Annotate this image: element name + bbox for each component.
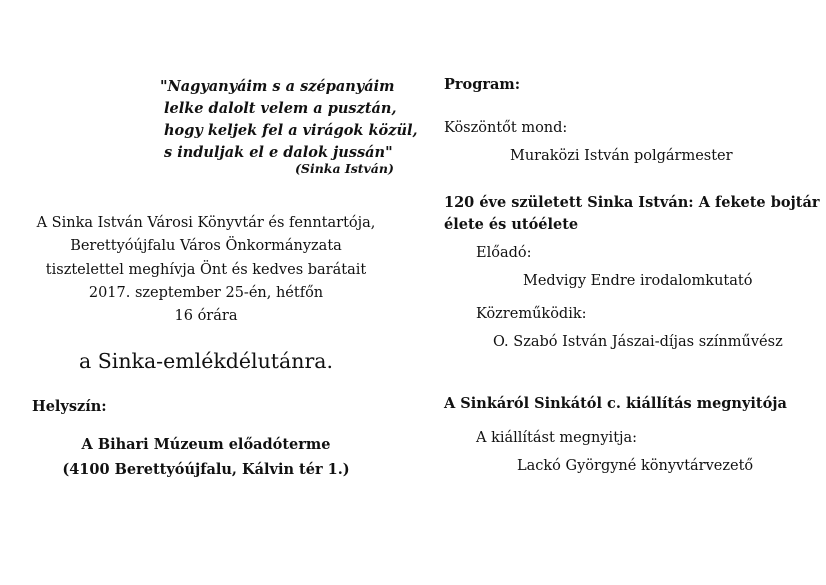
poem-quote	[160, 76, 418, 164]
poem-line: s induljak el e dalok jussán"	[164, 144, 393, 161]
venue-line: (4100 Berettyóújfalu, Kálvin tér 1.)	[62, 461, 350, 478]
poem-line: hogy keljek fel a virágok közül,	[164, 122, 418, 139]
venue-label: Helyszín:	[32, 398, 107, 415]
invitation-line: 16 órára	[174, 308, 238, 325]
venue-line: A Bihari Múzeum előadóterme	[81, 436, 331, 453]
venue-address	[20, 432, 392, 482]
talk-title-line: 120 éve született Sinka István: A fekete bojtár	[444, 194, 820, 211]
contributor-name: O. Szabó István Jászai-díjas színművész	[493, 334, 783, 350]
invitation-line: 2017. szeptember 25-én, hétfőn	[88, 284, 324, 301]
opener-name: Lackó Györgyné könyvtárvezető	[517, 458, 754, 474]
talk-title	[444, 192, 820, 236]
invitation-line: Berettyóújfalu Város Önkormányzata	[70, 238, 342, 255]
greeting-speaker: Muraközi István polgármester	[510, 148, 733, 164]
program-label: Program:	[444, 76, 521, 93]
invitation-line: A Sinka István Városi Könyvtár és fenntartója,	[36, 215, 376, 231]
poem-line: lelke dalolt velem a pusztán,	[164, 100, 397, 117]
presenter-label: Előadó:	[476, 245, 532, 261]
talk-title-line: élete és utóélete	[444, 216, 579, 233]
exhibition-title: A Sinkáról Sinkától c. kiállítás megnyitója	[444, 395, 787, 412]
contributor-label: Közreműködik:	[476, 306, 587, 322]
greeting-label: Köszöntőt mond:	[444, 120, 568, 136]
invitation-line: tisztelettel meghívja Önt és kedves barátait	[45, 261, 367, 278]
invitation-text	[20, 212, 392, 328]
presenter-name: Medvigy Endre irodalomkutató	[523, 273, 753, 289]
event-title: a Sinka-emlékdélutánra.	[78, 349, 333, 373]
opener-label: A kiállítást megnyitja:	[476, 430, 638, 446]
poem-line: "Nagyanyáim s a szépanyáim	[160, 78, 395, 95]
poem-author: (Sinka István)	[295, 161, 394, 176]
